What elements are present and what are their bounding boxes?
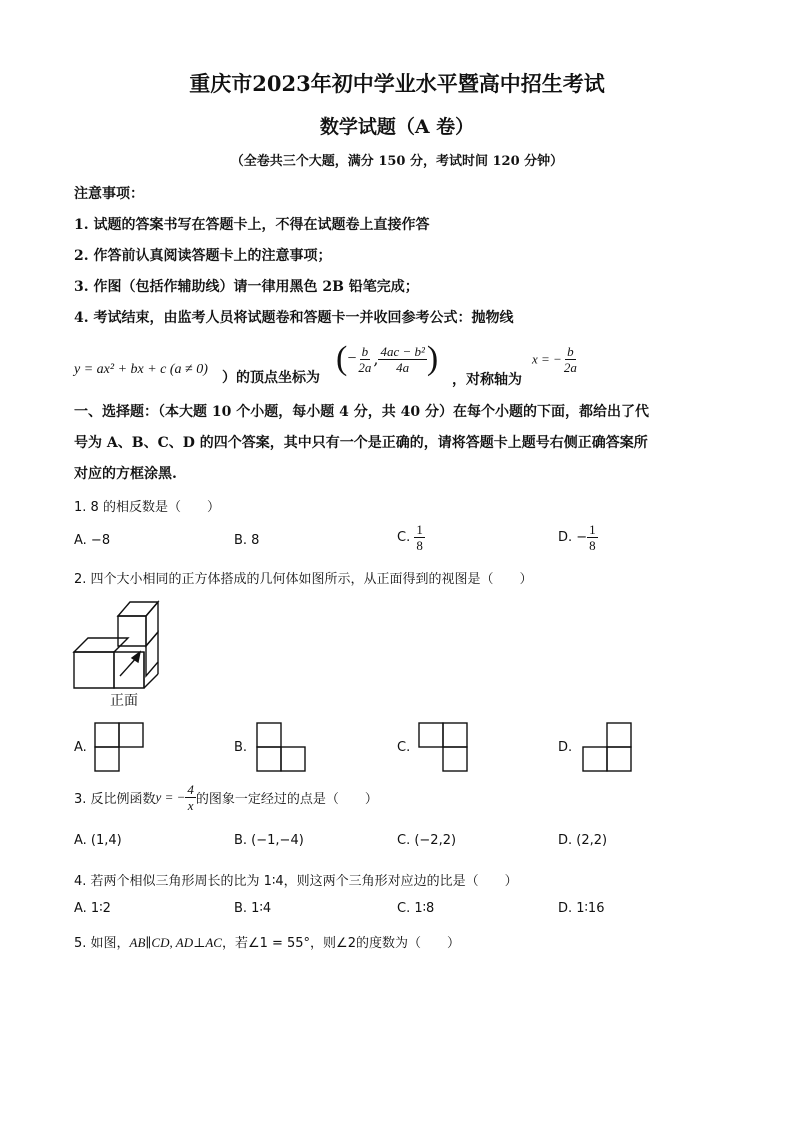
axis-num: b — [567, 344, 574, 359]
q5-stem-math: AB∥CD, AD⊥AC — [129, 935, 222, 950]
notice-item-3: 3. 作图（包括作辅助线）请一律用黑色 2B 铅笔完成； — [74, 279, 419, 295]
q1-option-d: D. − $\frac{1}{8}$ — [558, 522, 596, 553]
q1-option-a: A. −8 — [74, 533, 111, 548]
axis-formula — [532, 344, 579, 375]
q4-option-a: A. 1∶2 — [74, 901, 111, 916]
q1-c-den: 8 — [416, 538, 423, 553]
parabola-equation: y = ax² + bx + c (a ≠ 0) — [74, 362, 208, 377]
q5-stem: 5. 如图，AB∥CD, AD⊥AC，若∠1 = 55°，则∠2的度数为（ ） — [74, 935, 460, 951]
vertex-x-num: b — [361, 343, 369, 359]
q4-option-b: B. 1∶4 — [234, 901, 272, 916]
exam-subtitle: 数学试题（A 卷） — [319, 116, 475, 138]
front-arrow-icon — [118, 648, 148, 678]
q2-option-b: B. — [234, 740, 248, 755]
q3-option-b: B. (−1,−4) — [234, 833, 304, 848]
axis-lhs: x = − — [532, 351, 562, 367]
axis-den: 2a — [563, 360, 577, 375]
q3-frac-den: x — [187, 798, 194, 813]
vertex-y-den: 4a — [396, 359, 410, 375]
exam-info: （全卷共三个大题，满分 150 分，考试时间 120 分钟） — [230, 154, 564, 169]
q2-option-b-view — [256, 722, 308, 772]
q3-option-c: C. (−2,2) — [397, 833, 457, 848]
notice-item-2: 2. 作答前认真阅读答题卡上的注意事项； — [74, 248, 332, 264]
q4-option-c: C. 1∶8 — [397, 901, 435, 916]
q2-stem: 2. 四个大小相同的正方体搭成的几何体如图所示，从正面得到的视图是（ ） — [74, 572, 533, 587]
q3-option-a: A. (1,4) — [74, 833, 122, 848]
vertex-x-den: 2a — [358, 359, 372, 375]
axis-prefix: ，对称轴为 — [452, 372, 522, 388]
q2-option-a: A. — [74, 740, 87, 755]
q4-option-d: D. 1∶16 — [558, 901, 605, 916]
q3-frac-num: 4 — [187, 782, 194, 797]
q1-option-b: B. 8 — [234, 533, 260, 548]
exam-title: 重庆市2023年初中学业水平暨高中招生考试 — [189, 71, 605, 96]
section1-line1: 一、选择题：（本大题 10 个小题，每小题 4 分，共 40 分）在每个小题的下面，都给出了代 — [74, 404, 649, 420]
q4-stem: 4. 若两个相似三角形周长的比为 1∶4，则这两个三角形对应边的比是（ ） — [74, 874, 518, 889]
section1-line3: 对应的方框涂黑. — [74, 466, 177, 482]
q1-option-c: C. $\frac{1}{8}$ — [397, 522, 423, 553]
section1-line2: 号为 A、B、C、D 的四个答案，其中只有一个是正确的，请将答题卡上题号右侧正确答案所 — [74, 435, 648, 451]
q2-option-a-view — [94, 722, 146, 772]
q3-stem: 3. 反比例函数y = − $\frac{4}{x}$ 的图象一定经过的点是（ ） — [74, 782, 378, 813]
q2-option-d: D. — [558, 740, 573, 755]
notice-heading: 注意事项： — [74, 186, 144, 202]
q1-c-num: 1 — [416, 522, 423, 537]
vertex-prefix: ）的顶点坐标为 — [222, 370, 320, 386]
vertex-coordinates: (− $\frac{b}{2a}$ , $\frac{\text{4ac − b²}}{4a}$ ) — [336, 340, 439, 377]
q2-option-d-view — [582, 722, 634, 772]
vertex-y-num: 4ac − b² — [380, 343, 425, 359]
notice-item-1: 1. 试题的答案书写在答题卡上，不得在试题卷上直接作答 — [74, 217, 430, 233]
q3-option-d: D. (2,2) — [558, 833, 608, 848]
q1-d-num: 1 — [589, 522, 596, 537]
q2-figure-label: 正面 — [110, 693, 138, 709]
notice-item-4: 4. 考试结束，由监考人员将试题卷和答题卡一并收回参考公式：抛物线 — [74, 310, 514, 326]
q3-stem-math: y = − — [155, 789, 186, 805]
q1-d-den: 8 — [589, 538, 596, 553]
q1-stem: 1. 8 的相反数是（ ） — [74, 500, 220, 515]
q2-option-c: C. — [397, 740, 411, 755]
q2-option-c-view — [418, 722, 470, 772]
